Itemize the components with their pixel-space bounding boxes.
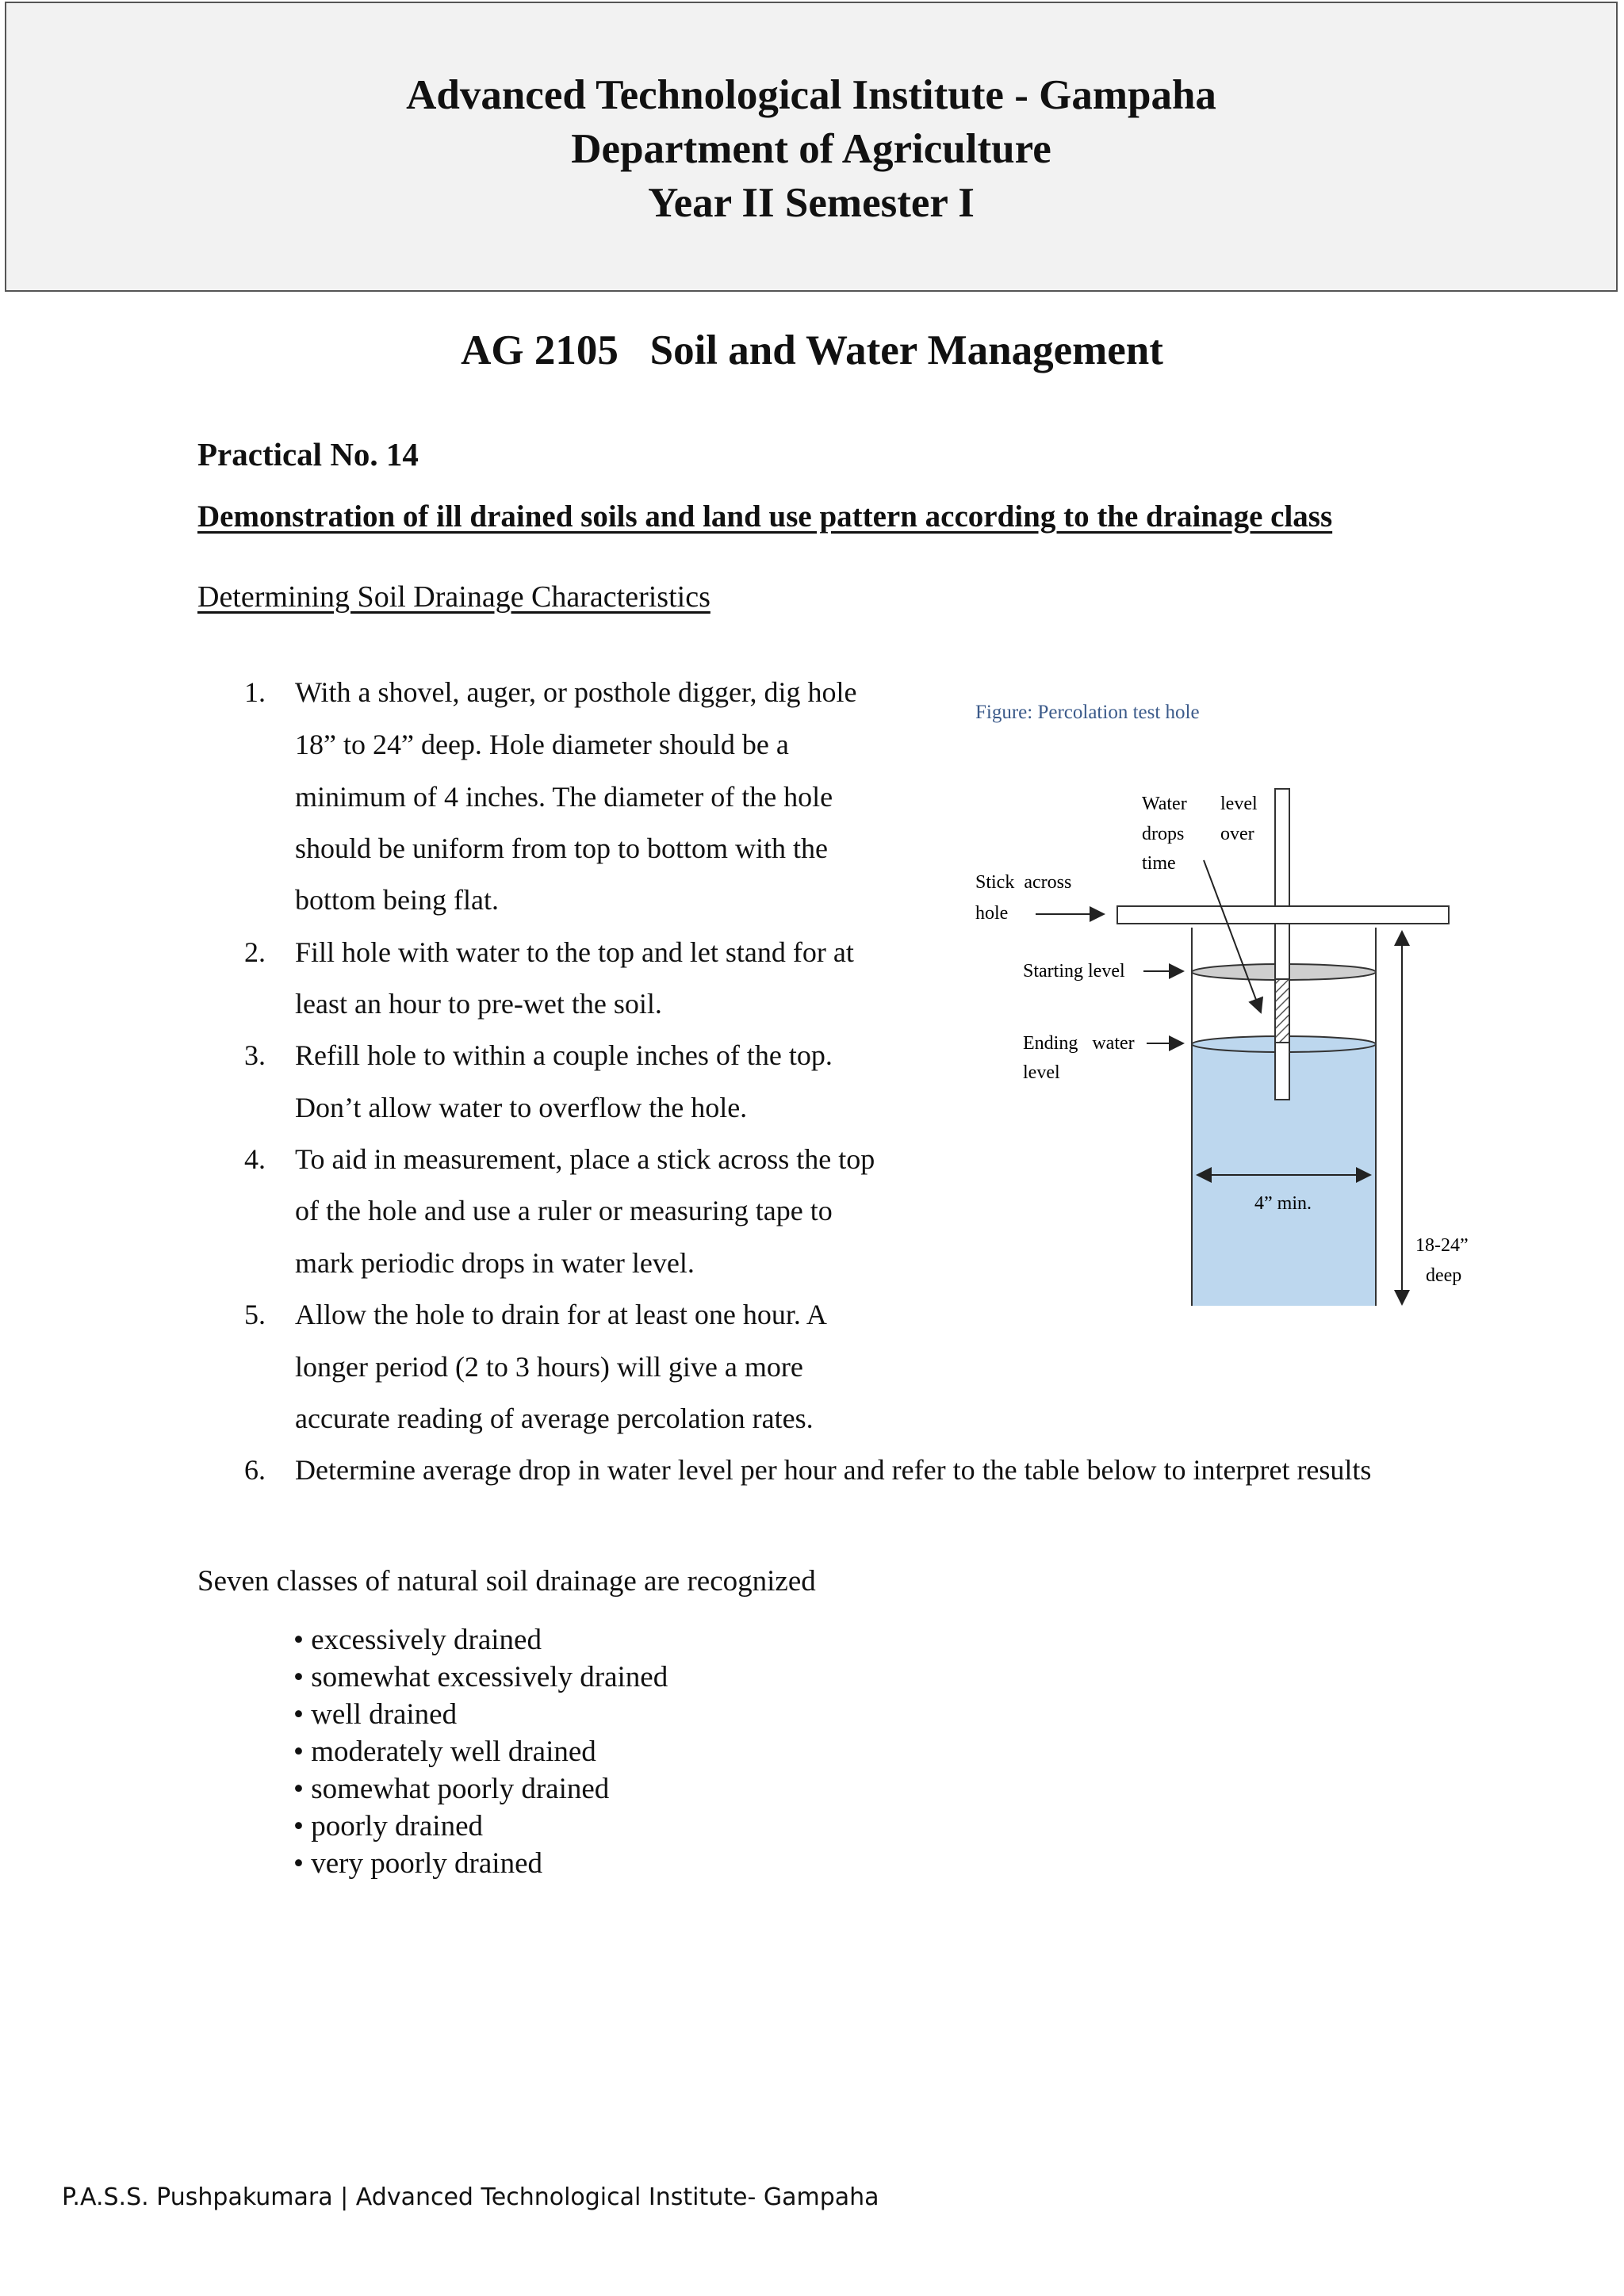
step-number: 4.: [244, 1143, 266, 1175]
step-text: accurate reading of average percolation rates.: [295, 1402, 814, 1434]
step-text: Determine average drop in water level per hour and refer to the table below to interpret results: [295, 1454, 1372, 1486]
stick-label: Stick across: [975, 872, 1072, 893]
ruler-hatched-drop: [1275, 979, 1289, 1043]
depth-label: deep: [1426, 1265, 1462, 1286]
ending-level-label: level: [1023, 1062, 1060, 1083]
starting-level-label: Starting level: [1023, 961, 1125, 982]
list-item: • moderately well drained: [293, 1735, 596, 1768]
step-text: Don’t allow water to overflow the hole.: [295, 1092, 748, 1123]
step-text: longer period (2 to 3 hours) will give a more: [295, 1351, 803, 1383]
ruler-lower: [1275, 1043, 1289, 1100]
stick-label: hole: [975, 903, 1009, 924]
ruler-upper: [1275, 789, 1289, 906]
step-text: Refill hole to within a couple inches of the top.: [295, 1039, 833, 1071]
course-title: AG 2105 Soil and Water Management: [461, 327, 1163, 373]
list-item: • somewhat poorly drained: [293, 1773, 610, 1805]
step-text: of the hole and use a ruler or measuring tape to: [295, 1195, 833, 1226]
page-footer: P.A.S.S. Pushpakumara | Advanced Technological Institute- Gampaha: [62, 2183, 879, 2211]
drainage-class-list: [293, 1621, 668, 1882]
step-text: Allow the hole to drain for at least one hour. A: [295, 1299, 827, 1330]
step-text: 18” to 24” deep. Hole diameter should be a: [295, 729, 789, 760]
stick-across-hole: [1117, 906, 1449, 924]
step-text: minimum of 4 inches. The diameter of the hole: [295, 781, 833, 813]
year-semester: Year II Semester I: [648, 180, 975, 226]
list-item: • excessively drained: [293, 1624, 542, 1656]
step-number: 2.: [244, 936, 266, 968]
list-item: • poorly drained: [293, 1810, 484, 1843]
depth-label: 18-24”: [1415, 1235, 1469, 1256]
drainage-intro: Seven classes of natural soil drainage are recognized: [197, 1565, 816, 1598]
step-number: 1.: [244, 676, 266, 708]
department-name: Department of Agriculture: [571, 126, 1051, 172]
list-item: • somewhat excessively drained: [293, 1661, 668, 1693]
ruler-middle: [1275, 924, 1289, 979]
water-level-label: Water: [1142, 794, 1187, 814]
step-number: 3.: [244, 1039, 266, 1071]
percolation-figure: [967, 690, 1491, 1340]
practical-number: Practical No. 14: [197, 436, 419, 473]
ending-level-label: Ending water: [1023, 1033, 1135, 1054]
practical-title: Demonstration of ill drained soils and land use pattern according to the drainage class: [197, 499, 1333, 534]
step-text: should be uniform from top to bottom with the: [295, 832, 828, 864]
water-drop-arrow: [1204, 860, 1261, 1012]
step-text: With a shovel, auger, or posthole digger, dig hole: [295, 676, 857, 708]
figure-caption: Figure: Percolation test hole: [975, 702, 1200, 723]
step-text: bottom being flat.: [295, 884, 499, 916]
step-number: 5.: [244, 1299, 266, 1330]
water-level-label: drops: [1142, 824, 1185, 844]
list-item: • well drained: [293, 1698, 458, 1731]
water-level-label: over: [1220, 824, 1254, 844]
step-number: 6.: [244, 1454, 266, 1486]
list-item: • very poorly drained: [293, 1847, 542, 1880]
section-heading: Determining Soil Drainage Characteristics: [197, 580, 710, 614]
header-box: [5, 2, 1618, 292]
step-text: Fill hole with water to the top and let stand for at: [295, 936, 854, 968]
water-level-label: level: [1220, 794, 1258, 814]
step-text: mark periodic drops in water level.: [295, 1247, 695, 1279]
water-level-label: time: [1142, 853, 1176, 874]
institute-name: Advanced Technological Institute - Gampaha: [406, 72, 1216, 118]
diameter-label: 4” min.: [1254, 1193, 1312, 1214]
step-text: least an hour to pre-wet the soil.: [295, 988, 662, 1020]
step-text: To aid in measurement, place a stick across the top: [295, 1143, 875, 1175]
